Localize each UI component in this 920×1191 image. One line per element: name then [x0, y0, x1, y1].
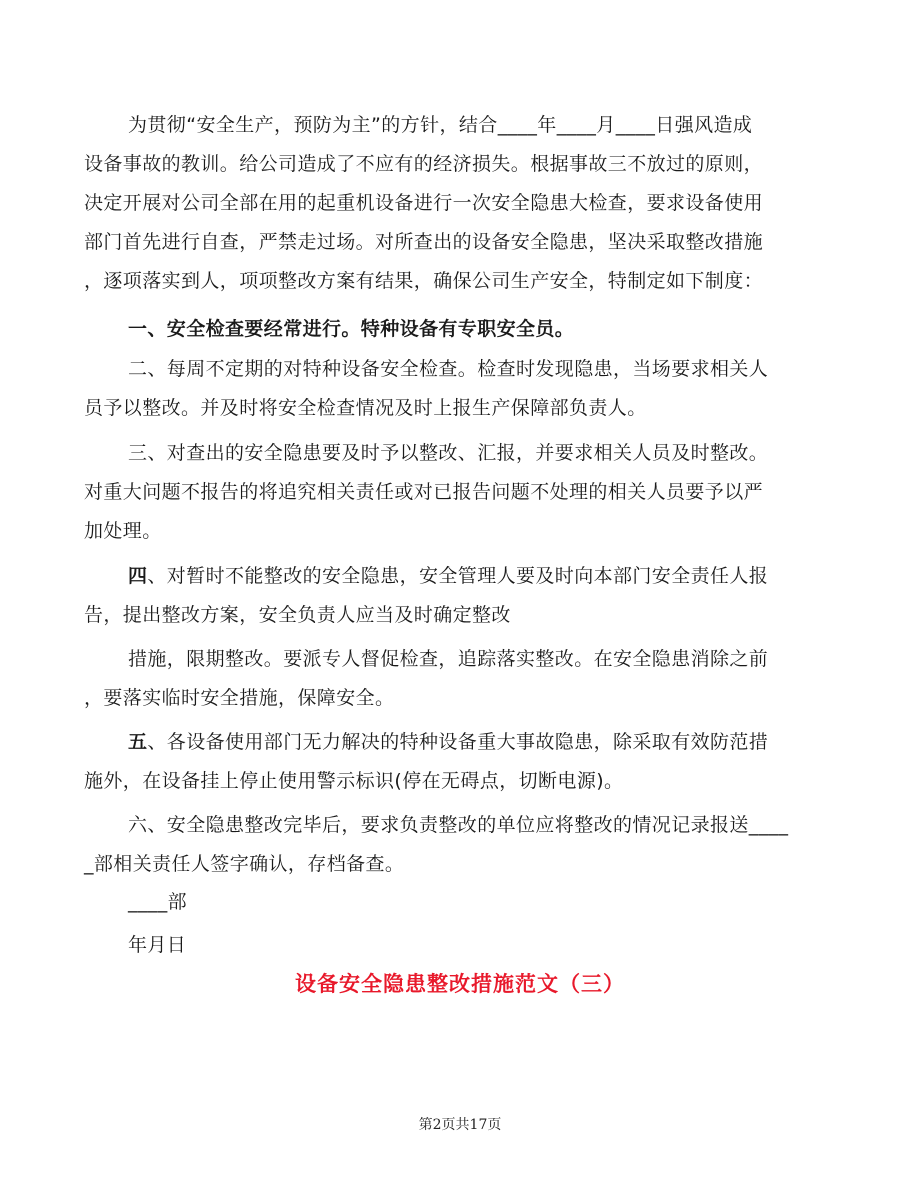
paragraph-1-line-2: 设备事故的教训。给公司造成了不应有的经济损失。根据事故三不放过的原则， — [84, 153, 764, 175]
item-1-line-1: 一、安全检查要经常进行。特种设备有专职安全员。 — [128, 318, 575, 340]
signature-date: 年月日 — [128, 934, 187, 956]
signature-department: ____部 — [128, 891, 188, 913]
item-4-line-2: 告，提出整改方案，安全负责人应当及时确定整改 — [84, 604, 511, 626]
item-4-cont-line-2: ，要落实临时安全措施，保障安全。 — [84, 687, 395, 709]
item-2-line-1: 二、每周不定期的对特种设备安全检查。检查时发现隐患，当场要求相关人 — [128, 358, 769, 380]
item-3-line-3: 加处理。 — [84, 520, 162, 542]
section-title: 设备安全隐患整改措施范文（三） — [295, 972, 625, 996]
item-4-line-1 — [128, 563, 844, 589]
item-3-line-1: 三、对查出的安全隐患要及时予以整改、汇报，并要求相关人员及时整改。 — [128, 442, 769, 464]
item-5-line-2: 施外，在设备挂上停止使用警示标识(停在无碍点，切断电源)。 — [84, 770, 624, 792]
item-5-line-1-text: 、各设备使用部门无力解决的特种设备重大事故隐患，除采取有效防范措 — [147, 731, 769, 753]
item-2-line-2: 员予以整改。并及时将安全检查情况及时上报生产保障部负责人。 — [84, 397, 647, 419]
item-4-line-1-text: 、对暂时不能整改的安全隐患，安全管理人要及时向本部门安全责任人报 — [147, 565, 769, 587]
paragraph-1-line-4: 部门首先进行自查，严禁走过场。对所查出的设备安全隐患，坚决采取整改措施 — [84, 231, 764, 253]
paragraph-1-line-1: 为贯彻“安全生产，预防为主”的方针，结合____年____月____日强风造成 — [128, 114, 753, 136]
item-6-line-2: _部相关责任人签字确认，存档备查。 — [84, 853, 405, 875]
paragraph-1-line-5: ，逐项落实到人，项项整改方案有结果，确保公司生产安全，特制定如下制度： — [84, 270, 764, 292]
item-5-line-1 — [128, 729, 844, 755]
item-3-line-2: 对重大问题不报告的将追究相关责任或对已报告问题不处理的相关人员要予以严 — [84, 481, 764, 503]
item-4-cont-line-1: 措施，限期整改。要派专人督促检查，追踪落实整改。在安全隐患消除之前 — [128, 648, 769, 670]
item-6-line-1: 六、安全隐患整改完毕后，要求负责整改的单位应将整改的情况记录报送____ — [128, 814, 789, 836]
paragraph-1-line-3: 决定开展对公司全部在用的起重机设备进行一次安全隐患大检查，要求设备使用 — [84, 192, 764, 214]
item-4-lead: 四 — [128, 565, 148, 587]
item-5-lead: 五 — [128, 731, 148, 753]
page-indicator: 第2页共17页 — [418, 1117, 502, 1133]
